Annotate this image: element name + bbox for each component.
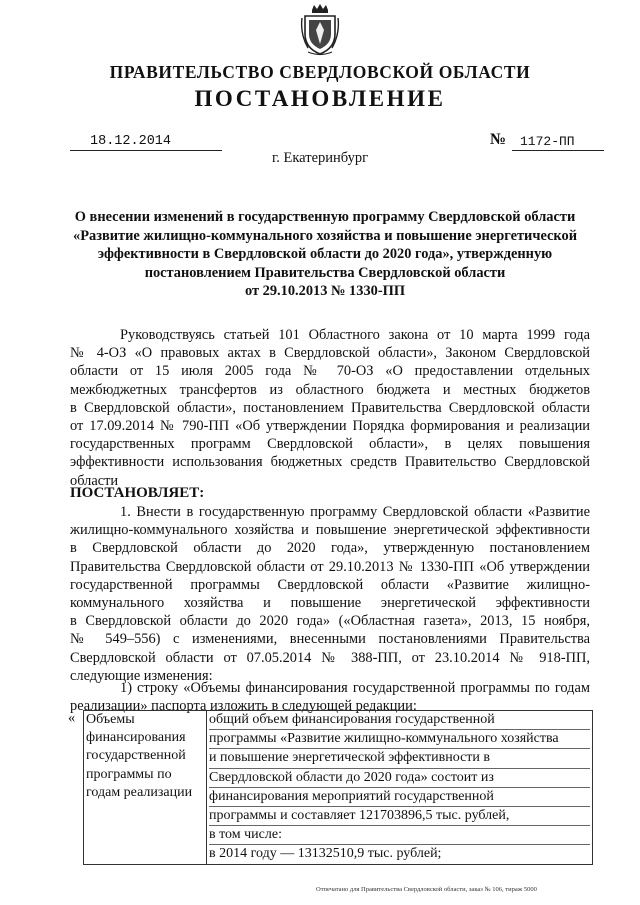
- text-line: эффективности использования бюджетных средств Правительство Свердловской: [70, 454, 590, 471]
- value-line: в том числе:: [209, 826, 590, 845]
- document-date: 18.12.2014: [70, 133, 222, 151]
- label-line: Объемы: [86, 712, 135, 727]
- label-line: программы по: [86, 766, 172, 782]
- item-1-paragraph: [70, 503, 590, 685]
- text-line: от 17.09.2014 № 790-ПП «Об утверждении Порядка формирования и реализации: [70, 418, 590, 435]
- value-line: и повышение энергетической эффективности в: [209, 749, 590, 768]
- value-line: общий объем финансирования государственной: [209, 711, 590, 730]
- table-cell-value: [207, 711, 593, 865]
- value-line: Свердловской области до 2020 года» состоит из: [209, 769, 590, 788]
- text-line: межбюджетных трансфертов из областного бюджета и местных бюджетов: [70, 381, 590, 398]
- text-line: 1. Внести в государственную программу Свердловской области «Развитие: [120, 504, 590, 520]
- text-line: Руководствуясь статьей 101 Областного закона от 10 марта 1999 года: [120, 327, 590, 343]
- value-line: программы и составляет 121703896,5 тыс. рублей,: [209, 807, 590, 826]
- title-line: эффективности в Свердловской области до 2020 года», утвержденную: [97, 246, 553, 262]
- text-line: коммунального хозяйства и повышение энергетической эффективности: [70, 595, 590, 612]
- value-line: в 2014 году — 13132510,9 тыс. рублей;: [209, 846, 442, 862]
- passport-table: [83, 710, 593, 865]
- coat-of-arms-emblem: [300, 4, 340, 56]
- text-line: Правительства Свердловской области от 29.10.2013 № 1330-ПП «Об утверждении: [70, 558, 590, 575]
- title-line: от 29.10.2013 № 1330-ПП: [244, 283, 406, 299]
- text-line: реализации» паспорта изложить в следующей редакции:: [70, 698, 417, 715]
- print-footer: Отпечатано для Правительства Свердловской области, заказ № 106, тираж 5000: [316, 886, 537, 893]
- document-title: [66, 208, 584, 301]
- resolve-heading: ПОСТАНОВЛЯЕТ:: [70, 485, 205, 501]
- text-line: в Свердловской области до 2020 года», утвержденную постановлением: [70, 540, 590, 557]
- label-line: годам реализации: [86, 784, 193, 800]
- value-line: финансирования мероприятий государственной: [209, 788, 590, 807]
- label-line: финансирования: [86, 730, 186, 746]
- preamble-paragraph: [70, 326, 590, 490]
- text-line: № 4-ОЗ «О правовых актах в Свердловской области», Законом Свердловской: [70, 345, 590, 362]
- number-label: №: [490, 131, 507, 148]
- text-line: государственной программы Свердловской области «Развитие жилищно-: [70, 576, 590, 593]
- text-line: Свердловской области от 07.05.2014 № 388-ПП, от 23.10.2014 № 918-ПП,: [70, 649, 590, 666]
- city: г. Екатеринбург: [271, 150, 369, 166]
- text-line: жилищно-коммунального хозяйства и повышение энергетической эффективности: [70, 522, 590, 539]
- text-line: следующие изменения:: [70, 667, 213, 684]
- label-line: государственной: [86, 748, 186, 764]
- text-line: № 549–556) с изменениями, внесенными постановлениями Правительства: [70, 631, 590, 648]
- title-line: О внесении изменений в государственную программу Свердловской области: [74, 209, 576, 225]
- text-line: в Свердловской области до 2020 года» («Областная газета», 2013, 15 ноября,: [70, 613, 590, 630]
- text-line: в Свердловской области», постановлением Правительства Свердловской области: [70, 399, 590, 416]
- text-line: области: [70, 472, 119, 489]
- title-line: постановлением Правительства Свердловской области: [144, 264, 506, 281]
- text-line: государственных программ Свердловской области», в целях повышения: [70, 436, 590, 453]
- title-line: «Развитие жилищно-коммунального хозяйства и повышение энергетической: [73, 227, 577, 244]
- value-line: программы «Развитие жилищно-коммунального хозяйства: [209, 730, 590, 749]
- text-line: области от 15 июля 2005 года № 70-ОЗ «О предоставлении отдельных: [70, 363, 590, 380]
- text-line: 1) строку «Объемы финансирования государственной программы по годам: [120, 680, 590, 696]
- document-type: ПОСТАНОВЛЕНИЕ: [194, 86, 446, 111]
- document-number: 1172-ПП: [512, 134, 604, 151]
- table-cell-label: [84, 711, 207, 865]
- opening-quote: «: [68, 710, 76, 726]
- table-row: [84, 711, 593, 865]
- organization-name: ПРАВИТЕЛЬСТВО СВЕРДЛОВСКОЙ ОБЛАСТИ: [109, 62, 531, 82]
